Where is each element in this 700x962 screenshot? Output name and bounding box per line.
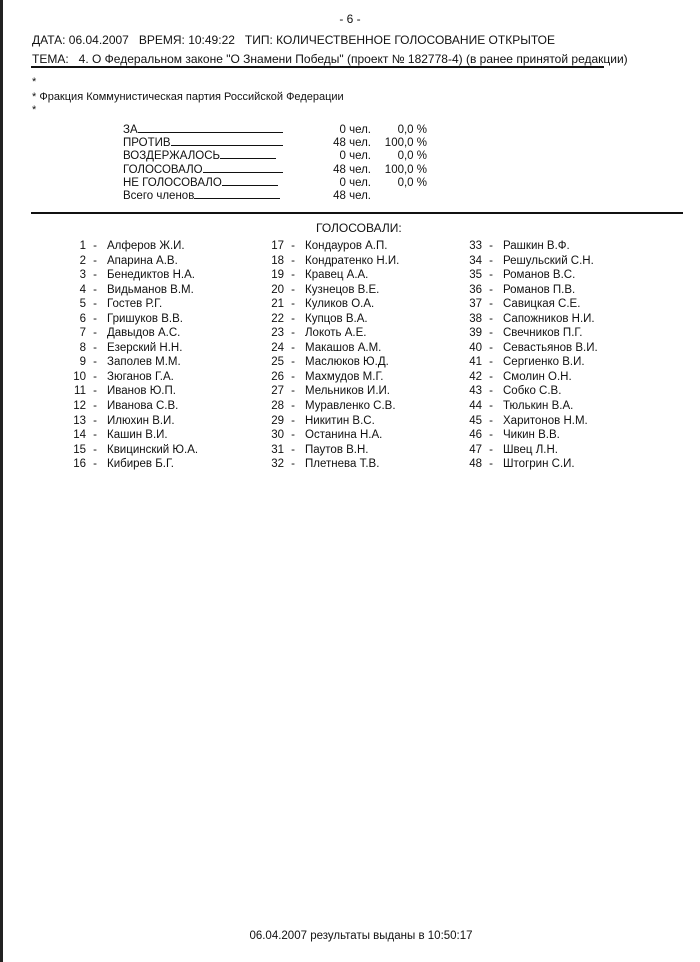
summary-row [123, 189, 427, 202]
voter-name: Романов В.С. [503, 269, 576, 282]
fill-underline [222, 176, 278, 186]
voter-dash: - [93, 283, 97, 296]
voter-row [266, 371, 399, 386]
voted-title: ГОЛОСОВАЛИ: [316, 221, 402, 235]
summary-label-text: ВОЗДЕРЖАЛОСЬ [123, 150, 221, 163]
voter-name: Локоть А.Е. [305, 327, 367, 340]
voter-name: Плетнева Т.В. [305, 458, 380, 471]
voter-row [464, 255, 598, 270]
voter-number: 25 [271, 356, 284, 369]
voter-number: 35 [469, 269, 482, 282]
voter-number: 9 [79, 356, 86, 369]
voter-row [68, 269, 198, 284]
voter-number: 18 [271, 254, 284, 267]
voter-name: Кузнецов В.Е. [305, 283, 380, 296]
voter-number: 44 [469, 400, 482, 413]
summary-label [123, 149, 283, 162]
voter-dash: - [291, 414, 295, 427]
voter-column-2 [266, 240, 399, 473]
voter-name: Мельников И.И. [305, 385, 390, 398]
voter-number: 45 [469, 414, 482, 427]
fill-underline [171, 136, 283, 146]
voter-dash: - [489, 327, 493, 340]
voter-row [68, 327, 198, 342]
voter-dash: - [291, 312, 295, 325]
summary-count: 48 чел. [333, 163, 371, 176]
voter-dash: - [489, 458, 493, 471]
voter-number: 26 [271, 370, 284, 383]
voter-name: Гостев Р.Г. [107, 298, 163, 311]
summary-percent: 100,0 % [384, 137, 427, 150]
voter-row [266, 284, 399, 299]
fill-underline [220, 149, 276, 159]
voter-number: 23 [271, 327, 284, 340]
voter-name: Видьманов В.М. [107, 283, 194, 296]
voter-name: Купцов В.А. [305, 312, 368, 325]
voter-row [464, 415, 598, 430]
summary-label [123, 163, 283, 176]
voter-name: Езерский Н.Н. [107, 341, 183, 354]
voter-dash: - [93, 400, 97, 413]
voter-row [266, 240, 399, 255]
voter-dash: - [291, 327, 295, 340]
summary-count: 48 чел. [333, 137, 371, 150]
voter-dash: - [489, 312, 493, 325]
voter-name: Кондратенко Н.И. [305, 254, 400, 267]
voter-row [266, 400, 399, 415]
voter-row [464, 298, 598, 313]
voter-number: 27 [271, 385, 284, 398]
voter-number: 32 [271, 458, 284, 471]
voter-dash: - [291, 298, 295, 311]
voter-name: Штогрин С.И. [503, 458, 575, 471]
header-date-time-type: ДАТА: 06.04.2007 ВРЕМЯ: 10:49:22 ТИП: КОЛИЧЕСТВЕННОЕ ГОЛОСОВАНИЕ ОТКРЫТОЕ [32, 33, 555, 47]
summary-label-text: ЗА [123, 124, 138, 136]
page-number: - 6 - [339, 12, 361, 26]
voter-name: Давыдов А.С. [107, 327, 181, 340]
voter-name: Решульский С.Н. [503, 254, 594, 267]
scan-edge [0, 0, 3, 962]
footer-issued: 06.04.2007 результаты выданы в 10:50:17 [249, 930, 473, 942]
voter-dash: - [489, 269, 493, 282]
summary-label-text: ПРОТИВ [123, 137, 171, 150]
voter-row [266, 415, 399, 430]
voter-number: 21 [271, 298, 284, 311]
voter-row [68, 429, 198, 444]
voter-name: Кашин В.И. [107, 429, 168, 442]
voter-number: 38 [469, 312, 482, 325]
voter-row [68, 356, 198, 371]
header-topic: ТЕМА: 4. О Федеральном законе "О Знамени Победы" (проект № 182778-4) (в ранее принятой редакции) [32, 52, 628, 66]
fill-underline [203, 163, 283, 173]
voter-dash: - [489, 385, 493, 398]
summary-label [123, 123, 283, 136]
voter-name: Илюхин В.И. [107, 414, 175, 427]
voter-dash: - [291, 240, 295, 252]
voter-dash: - [93, 240, 97, 252]
voter-number: 33 [469, 240, 482, 252]
voter-dash: - [489, 414, 493, 427]
voter-dash: - [93, 312, 97, 325]
faction-star-top: * [32, 76, 37, 88]
voter-column-1 [68, 240, 198, 473]
voter-number: 3 [79, 269, 86, 282]
voter-row [68, 458, 198, 473]
voter-dash: - [489, 443, 493, 456]
voter-dash: - [489, 400, 493, 413]
voter-dash: - [93, 269, 97, 282]
voter-row [68, 415, 198, 430]
voter-row [266, 458, 399, 473]
voter-number: 42 [469, 370, 482, 383]
voter-row [266, 298, 399, 313]
voter-name: Никитин В.С. [305, 414, 375, 427]
voter-name: Кравец А.А. [305, 269, 369, 282]
voter-dash: - [489, 254, 493, 267]
voter-row [68, 313, 198, 328]
summary-label-text: НЕ ГОЛОСОВАЛО [123, 176, 222, 189]
voter-number: 30 [271, 429, 284, 442]
voter-name: Харитонов Н.М. [503, 414, 588, 427]
voter-number: 22 [271, 312, 284, 325]
voter-number: 8 [79, 341, 86, 354]
voter-number: 5 [79, 298, 86, 311]
voter-row [68, 371, 198, 386]
fill-underline [194, 189, 280, 199]
voter-name: Паутов В.Н. [305, 443, 369, 456]
voter-number: 41 [469, 356, 482, 369]
voter-number: 13 [73, 414, 86, 427]
voter-number: 10 [73, 370, 86, 383]
voter-name: Муравленко С.В. [305, 400, 396, 413]
summary-label [123, 176, 283, 189]
voter-name: Швец Л.Н. [503, 443, 558, 456]
voter-name: Кондауров А.П. [305, 240, 388, 252]
voter-name: Квицинский Ю.А. [107, 443, 199, 456]
voter-row [266, 313, 399, 328]
voter-number: 29 [271, 414, 284, 427]
voter-dash: - [291, 458, 295, 471]
vote-summary [123, 123, 427, 202]
voter-number: 6 [79, 312, 86, 325]
voter-dash: - [291, 443, 295, 456]
voter-name: Севастьянов В.И. [503, 341, 598, 354]
voter-row [68, 385, 198, 400]
voter-row [68, 444, 198, 459]
voter-name: Зюганов Г.А. [107, 370, 174, 383]
voter-number: 34 [469, 254, 482, 267]
voter-name: Махмудов М.Г. [305, 370, 384, 383]
voter-dash: - [489, 283, 493, 296]
voter-row [464, 240, 598, 255]
summary-label [123, 189, 283, 202]
summary-percent: 0,0 % [397, 176, 427, 189]
summary-label [123, 136, 283, 149]
voter-row [464, 371, 598, 386]
voter-dash: - [93, 298, 97, 311]
voter-number: 4 [79, 283, 86, 296]
summary-label-text: Всего членов [123, 189, 195, 202]
summary-count: 0 чел. [339, 176, 371, 189]
voter-row [68, 342, 198, 357]
voter-number: 11 [74, 385, 86, 398]
voter-dash: - [93, 356, 97, 369]
voter-row [464, 313, 598, 328]
summary-count: 0 чел. [339, 124, 371, 136]
voter-row [266, 444, 399, 459]
voter-dash: - [93, 443, 97, 456]
voter-row [68, 255, 198, 270]
voter-dash: - [291, 254, 295, 267]
voter-row [266, 255, 399, 270]
voter-number: 19 [271, 269, 284, 282]
voter-row [464, 444, 598, 459]
faction-star-bottom: * [32, 104, 37, 116]
voter-row [464, 356, 598, 371]
summary-row [123, 163, 427, 176]
voter-number: 48 [469, 458, 482, 471]
voter-name: Кибирев Б.Г. [107, 458, 174, 471]
summary-row [123, 149, 427, 162]
voter-number: 39 [469, 327, 482, 340]
voter-number: 40 [469, 341, 482, 354]
voter-dash: - [489, 298, 493, 311]
voter-number: 43 [469, 385, 482, 398]
voter-number: 1 [79, 240, 86, 252]
voter-dash: - [291, 269, 295, 282]
summary-count: 48 чел. [333, 189, 371, 202]
summary-row [123, 123, 427, 136]
summary-percent: 0,0 % [397, 124, 427, 136]
voter-number: 36 [469, 283, 482, 296]
voter-number: 7 [79, 327, 86, 340]
voter-dash: - [291, 429, 295, 442]
voter-name: Савицкая С.Е. [503, 298, 581, 311]
summary-count: 0 чел. [339, 150, 371, 163]
voter-row [464, 400, 598, 415]
voter-row [266, 327, 399, 342]
voter-name: Смолин О.Н. [503, 370, 572, 383]
voter-row [464, 458, 598, 473]
voter-row [266, 356, 399, 371]
voter-row [464, 385, 598, 400]
voter-name: Иванов Ю.П. [107, 385, 176, 398]
summary-divider [31, 212, 683, 214]
voter-number: 20 [271, 283, 284, 296]
voter-row [464, 429, 598, 444]
voter-dash: - [489, 429, 493, 442]
voter-dash: - [291, 400, 295, 413]
voter-row [266, 385, 399, 400]
voter-dash: - [291, 341, 295, 354]
voter-row [464, 342, 598, 357]
voter-name: Апарина А.В. [107, 254, 178, 267]
voter-number: 31 [271, 443, 284, 456]
summary-percent: 0,0 % [397, 150, 427, 163]
voter-dash: - [489, 341, 493, 354]
voter-dash: - [93, 254, 97, 267]
voter-dash: - [489, 356, 493, 369]
summary-percent: 100,0 % [384, 163, 427, 176]
voter-number: 15 [73, 443, 86, 456]
voter-dash: - [291, 356, 295, 369]
voter-name: Куликов О.А. [305, 298, 375, 311]
voter-dash: - [489, 240, 493, 252]
voter-number: 17 [271, 240, 284, 252]
summary-row [123, 176, 427, 189]
voter-row [68, 240, 198, 255]
fill-underline [138, 123, 283, 133]
voter-dash: - [291, 370, 295, 383]
voter-name: Сапожников Н.И. [503, 312, 595, 325]
voter-dash: - [489, 370, 493, 383]
voter-row [68, 400, 198, 415]
voter-column-3 [464, 240, 598, 473]
voter-name: Бенедиктов Н.А. [107, 269, 195, 282]
voter-name: Маслюков Ю.Д. [305, 356, 389, 369]
voter-name: Алферов Ж.И. [107, 240, 185, 252]
voter-number: 14 [73, 429, 86, 442]
voter-name: Иванова С.В. [107, 400, 179, 413]
voter-dash: - [93, 341, 97, 354]
header-divider [31, 66, 604, 68]
voter-number: 28 [271, 400, 284, 413]
voter-row [464, 284, 598, 299]
voter-dash: - [291, 283, 295, 296]
voter-dash: - [93, 429, 97, 442]
voter-name: Чикин В.В. [503, 429, 560, 442]
voter-row [266, 429, 399, 444]
voter-row [68, 284, 198, 299]
voter-name: Гришуков В.В. [107, 312, 183, 325]
voter-name: Романов П.В. [503, 283, 576, 296]
summary-row [123, 136, 427, 149]
voter-row [464, 269, 598, 284]
voter-row [266, 342, 399, 357]
voter-dash: - [93, 414, 97, 427]
summary-label-text: ГОЛОСОВАЛО [123, 163, 203, 176]
voter-number: 47 [469, 443, 482, 456]
voter-dash: - [93, 458, 97, 471]
voter-number: 46 [469, 429, 482, 442]
voter-row [266, 269, 399, 284]
voter-name: Тюлькин В.А. [503, 400, 574, 413]
voter-dash: - [93, 385, 97, 398]
voter-row [464, 327, 598, 342]
voter-name: Сергиенко В.И. [503, 356, 585, 369]
voter-dash: - [93, 327, 97, 340]
voter-number: 16 [73, 458, 86, 471]
voter-number: 24 [271, 341, 284, 354]
voter-number: 12 [73, 400, 86, 413]
voter-name: Заполев М.М. [107, 356, 181, 369]
voter-name: Свечников П.Г. [503, 327, 583, 340]
voter-dash: - [93, 370, 97, 383]
voter-dash: - [291, 385, 295, 398]
voter-number: 37 [469, 298, 482, 311]
voter-name: Собко С.В. [503, 385, 562, 398]
voter-row [68, 298, 198, 313]
faction-name: * Фракция Коммунистическая партия Российской Федерации [32, 91, 344, 103]
voter-name: Макашов А.М. [305, 341, 382, 354]
voter-name: Рашкин В.Ф. [503, 240, 570, 252]
voter-name: Останина Н.А. [305, 429, 383, 442]
voter-number: 2 [79, 254, 86, 267]
